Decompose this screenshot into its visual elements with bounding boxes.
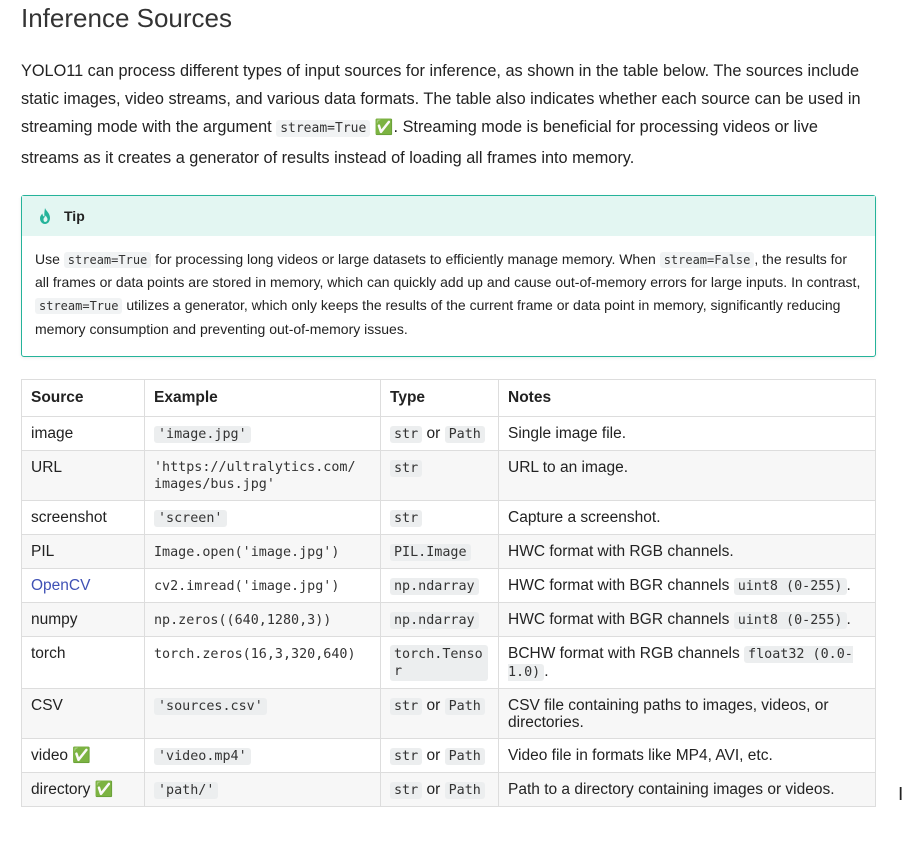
table-row: screenshot 'screen' str Capture a screenshot.: [22, 501, 876, 535]
stream-true-code: stream=True: [276, 120, 370, 137]
table-row: video ✅ 'video.mp4' str or Path Video file in formats like MP4, AVI, etc.: [22, 739, 876, 773]
table-row: URL 'https://ultralytics.com/images/bus.jpg' str URL to an image.: [22, 451, 876, 501]
tip-admonition: [21, 195, 876, 357]
tip-label: Tip: [64, 207, 85, 224]
table-row: torch torch.zeros(16,3,320,640) torch.Tensor BCHW format with RGB channels float32 (0.0-1.0) .: [22, 637, 876, 689]
check-icon: ✅: [72, 747, 92, 765]
column-header-example: Example: [145, 380, 381, 417]
check-icon: ✅: [374, 119, 394, 137]
check-icon: ✅: [94, 781, 114, 799]
flame-icon: [38, 208, 52, 224]
opencv-link[interactable]: OpenCV: [31, 577, 91, 595]
page-title: Inference Sources: [21, 3, 233, 33]
table-header-row: [22, 380, 876, 417]
column-header-source: Source: [22, 380, 145, 417]
sources-table: [21, 379, 876, 807]
table-row: CSV 'sources.csv' str or Path CSV file containing paths to images, videos, or directories.: [22, 689, 876, 739]
main-content: [21, 0, 876, 807]
column-header-type: Type: [381, 380, 499, 417]
column-header-notes: Notes: [499, 380, 876, 417]
text-cursor-icon: I: [898, 784, 904, 805]
intro-paragraph: YOLO11 can process different types of input sources for inference, as shown in the table below. The sources include static images, video streams, and various data formats. The table also indicates whether each source can be used in streaming mode with the argument stream=True ✅. Streaming mode is beneficial for processing videos or live streams as it creates a generator of results instead of loading all frames into memory.: [21, 62, 861, 167]
table-row: OpenCV cv2.imread('image.jpg') np.ndarray HWC format with BGR channels uint8 (0-255) .: [22, 569, 876, 603]
table-row: directory ✅ 'path/' str or Path Path to a directory containing images or videos.: [22, 773, 876, 807]
tip-body: Use stream=True for processing long videos or large datasets to efficiently manage memory. When stream=False , the results for all frames or data points are stored in memory, which can quickly add up and cause out-of-memory errors for large inputs. In contrast, stream=True utilizes a generator, which only keeps the results of the current frame or data point in memory, significantly reducing memory consumption and preventing out-of-memory issues.: [35, 250, 861, 337]
table-row: numpy np.zeros((640,1280,3)) np.ndarray HWC format with BGR channels uint8 (0-255) .: [22, 603, 876, 637]
table-row: image 'image.jpg' str or Path Single image file.: [22, 417, 876, 451]
tip-header: [22, 196, 875, 236]
table-row: PIL Image.open('image.jpg') PIL.Image HWC format with RGB channels.: [22, 535, 876, 569]
